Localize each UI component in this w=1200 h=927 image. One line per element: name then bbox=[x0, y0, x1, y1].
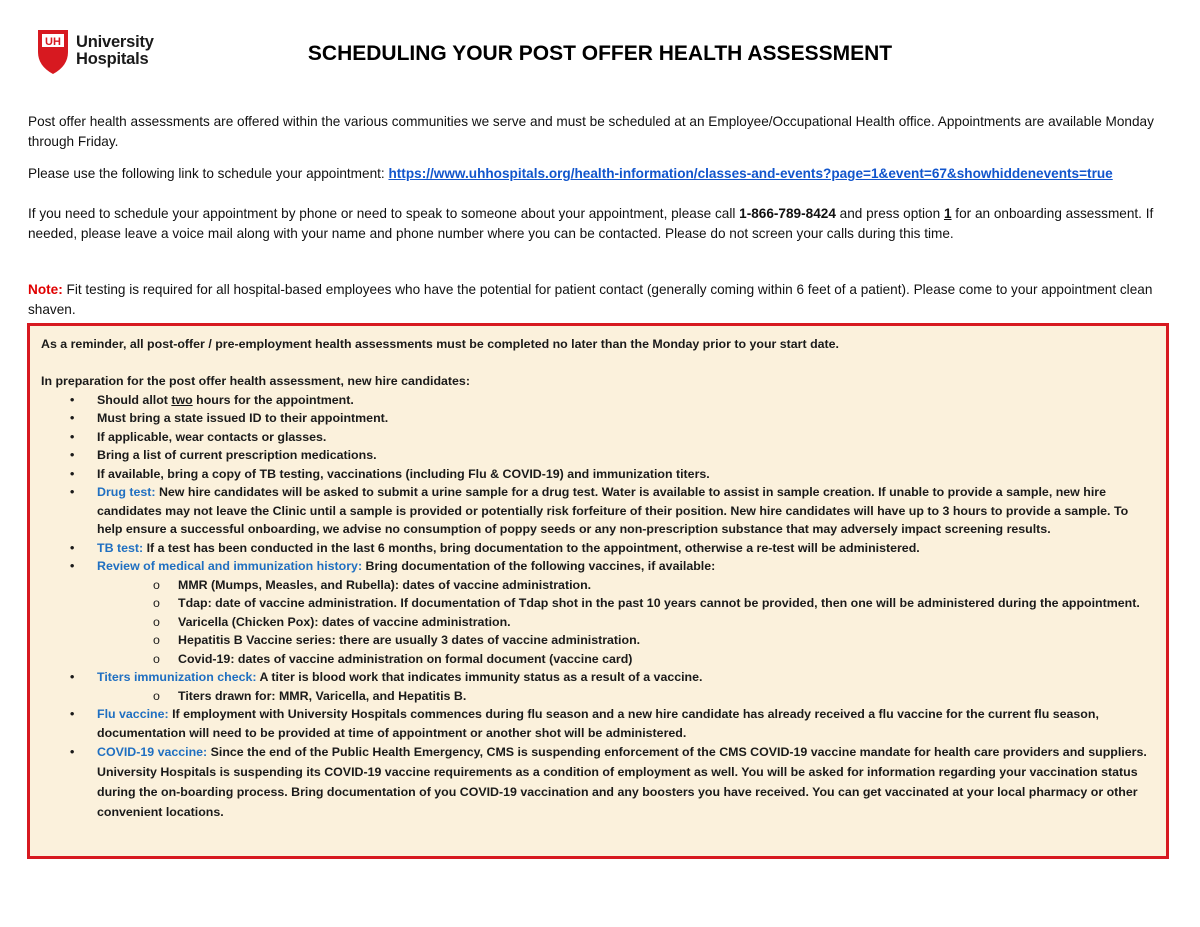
vaccine-item: o Tdap: date of vaccine administration. If documentation of Tdap shot in the past 10 years cannot be provided, then one will be administered during the appointment. bbox=[97, 594, 1156, 613]
prep-list bbox=[41, 391, 1156, 823]
prep-heading: In preparation for the post offer health assessment, new hire candidates: bbox=[41, 374, 470, 388]
note-paragraph bbox=[28, 280, 1168, 320]
list-item bbox=[41, 557, 1156, 668]
page-title: SCHEDULING YOUR POST OFFER HEALTH ASSESSMENT bbox=[307, 42, 893, 65]
titers-text: A titer is blood work that indicates immunity status as a result of a vaccine. bbox=[256, 670, 703, 684]
list-item bbox=[41, 539, 1156, 558]
review-label: Review of medical and immunization history: bbox=[97, 559, 363, 573]
list-item bbox=[41, 742, 1156, 822]
vaccine-item: o Hepatitis B Vaccine series: there are usually 3 dates of vaccine administration. bbox=[97, 631, 1156, 650]
titers-item: o Titers drawn for: MMR, Varicella, and Hepatitis B. bbox=[97, 687, 1156, 706]
note-label: Note: bbox=[28, 282, 63, 297]
reminder-text: As a reminder, all post-offer / pre-employment health assessments must be completed no later than the Monday prior to your start date. bbox=[41, 337, 839, 351]
vaccine-list bbox=[97, 576, 1156, 669]
allot-text-b: hours for the appointment. bbox=[192, 392, 354, 407]
list-item bbox=[41, 705, 1156, 742]
phone-text-a: If you need to schedule your appointment by phone or need to speak to someone about your appointment, please call bbox=[28, 206, 740, 221]
intro-paragraph: Post offer health assessments are offered within the various communities we serve and must be scheduled at an Employee/Occupational Health office. Appointments are available Monday through Friday. bbox=[28, 114, 1154, 149]
list-item: • Must bring a state issued ID to their appointment. bbox=[41, 409, 1156, 428]
allot-emphasis: two bbox=[171, 392, 193, 407]
list-item bbox=[41, 391, 1156, 410]
logo-line-1: University bbox=[76, 33, 154, 51]
tb-test-label: TB test: bbox=[97, 540, 144, 555]
vaccine-item: o Varicella (Chicken Pox): dates of vaccine administration. bbox=[97, 613, 1156, 632]
titers-label: Titers immunization check: bbox=[97, 670, 257, 684]
phone-text-b: and press option bbox=[835, 206, 944, 221]
schedule-link-paragraph bbox=[28, 164, 1168, 184]
list-item bbox=[41, 483, 1156, 539]
allot-text-a: Should allot bbox=[97, 392, 172, 407]
flu-label: Flu vaccine: bbox=[97, 707, 169, 721]
logo-line-2: Hospitals bbox=[76, 50, 149, 68]
list-item bbox=[41, 668, 1156, 705]
reminder-box bbox=[27, 323, 1169, 859]
phone-text-c: for an onboarding assessment. If needed, please leave a voice mail along with your name and phone number where you can be contacted. Please do not screen your calls during this time. bbox=[28, 206, 1154, 241]
drug-test-text: New hire candidates will be asked to submit a urine sample for a drug test. Water is available to assist in sample creation. If unable to provide a sample, new hire candidates may not leave the Clinic until a sample is provided or potentially risk forfeiture of their position. New hire candidates will have up to 3 hours to provide a sample. To help ensure a successful onboarding, we advise no consumption of poppy seeds or any non-prescription substance that may adversely impact screening results. bbox=[97, 485, 1129, 536]
tb-test-text: If a test has been conducted in the last 6 months, bring documentation to the appointment, otherwise a re-test will be administered. bbox=[143, 540, 920, 555]
covid-text: Since the end of the Public Health Emergency, CMS is suspending enforcement of the CMS COVID-19 vaccine mandate for health care providers and suppliers. University Hospitals is suspending its COVID-19 vaccine requirements as a condition of employment as well. You will be asked for information regarding your vaccination status during the on-boarding process. Bring documentation of you COVID-19 vaccination and any boosters you have received. You can get vaccinated at your local pharmacy or other convenient locations. bbox=[97, 745, 1147, 819]
vaccine-item: o Covid-19: dates of vaccine administration on formal document (vaccine card) bbox=[97, 650, 1156, 669]
drug-test-label: Drug test: bbox=[97, 485, 156, 499]
list-item: • If available, bring a copy of TB testing, vaccinations (including Flu & COVID-19) and immunization titers. bbox=[41, 465, 1156, 484]
phone-paragraph bbox=[28, 204, 1168, 244]
svg-text:UH: UH bbox=[45, 36, 61, 48]
list-item: • Bring a list of current prescription medications. bbox=[41, 446, 1156, 465]
review-text: Bring documentation of the following vaccines, if available: bbox=[362, 559, 716, 573]
covid-label: COVID-19 vaccine: bbox=[97, 745, 208, 759]
phone-number: 1-866-789-8424 bbox=[739, 206, 836, 221]
titers-sublist bbox=[97, 687, 1156, 706]
vaccine-item: o MMR (Mumps, Measles, and Rubella): dates of vaccine administration. bbox=[97, 576, 1156, 595]
list-item: • If applicable, wear contacts or glasses. bbox=[41, 428, 1156, 447]
schedule-link-lead: Please use the following link to schedule your appointment: bbox=[28, 166, 389, 181]
schedule-link[interactable]: https://www.uhhospitals.org/health-information/classes-and-events?page=1&event=67&showhiddenevents=true bbox=[388, 166, 1113, 181]
flu-text: If employment with University Hospitals commences during flu season and a new hire candidate has already received a flu vaccine for the current flu season, documentation will need to be provided at time of appointment or another shot will be administered. bbox=[97, 707, 1099, 740]
note-text: Fit testing is required for all hospital-based employees who have the potential for patient contact (generally coming within 6 feet of a patient). Please come to your appointment clean shaven. bbox=[28, 282, 1153, 317]
phone-option: 1 bbox=[943, 206, 952, 221]
